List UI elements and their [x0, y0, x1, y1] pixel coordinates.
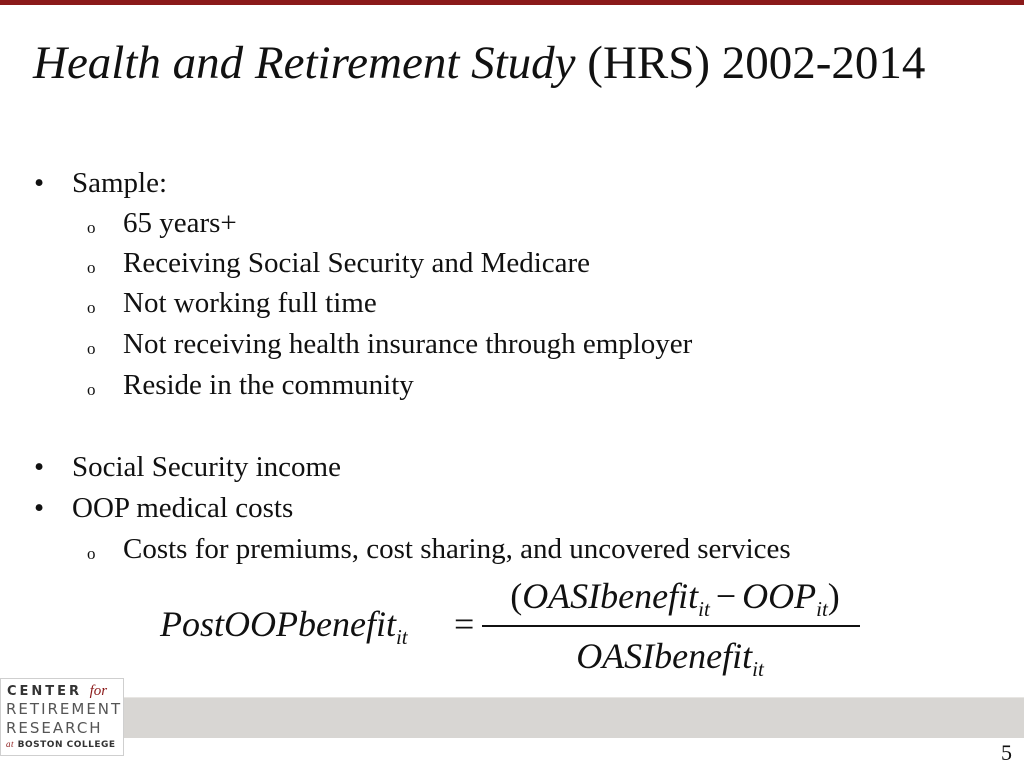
- sub-bullet-text: Costs for premiums, cost sharing, and uncovered services: [123, 533, 791, 565]
- sub-bullet-item: [87, 245, 591, 281]
- logo-at-text: at: [6, 739, 15, 749]
- formula-equals: =: [454, 604, 475, 644]
- bullet-icon: •: [34, 492, 45, 524]
- sub-bullet-icon: o: [87, 380, 96, 399]
- sub-bullet-item: [87, 326, 693, 362]
- sub-bullet-text: Not receiving health insurance through employer: [123, 328, 693, 360]
- sub-bullet-item: [87, 285, 377, 321]
- logo-line-center: [7, 683, 107, 700]
- bullet-sample: [34, 165, 168, 201]
- logo-for-text: for: [89, 683, 108, 699]
- sub-bullet-icon: o: [87, 218, 96, 237]
- footer-band: [0, 697, 1024, 738]
- bullet-icon: •: [34, 451, 45, 483]
- fraction-bar: [482, 625, 860, 627]
- sub-bullet-text: 65 years+: [123, 207, 237, 239]
- title-rest-part: (HRS) 2002-2014: [575, 37, 926, 89]
- crr-logo: [0, 678, 124, 756]
- formula: [160, 575, 880, 685]
- bullet-text: OOP medical costs: [72, 492, 294, 524]
- formula-open-paren: (: [510, 576, 523, 616]
- top-accent-bar: [0, 0, 1024, 5]
- formula-num-term2-subscript: it: [816, 597, 828, 621]
- formula-den-var: OASIbenefit: [576, 636, 753, 676]
- page-number: 5: [1001, 740, 1012, 765]
- logo-line-retirement: RETIREMENT: [6, 700, 123, 718]
- sub-bullet-item: [87, 367, 414, 403]
- logo-center-text: CENTER: [7, 684, 83, 699]
- logo-line-research: RESEARCH: [6, 719, 103, 737]
- sub-bullet-item: [87, 531, 791, 567]
- sub-bullet-item: [87, 205, 237, 241]
- formula-lhs-subscript: it: [395, 625, 408, 649]
- sub-bullet-icon: o: [87, 544, 96, 563]
- sub-bullet-text: Not working full time: [123, 287, 377, 319]
- logo-line-boston-college: [6, 739, 116, 750]
- formula-numerator: [490, 575, 860, 622]
- formula-lhs-var: PostOOPbenefit: [160, 604, 396, 644]
- formula-num-term2: OOP: [742, 576, 817, 616]
- formula-denominator: [490, 635, 850, 682]
- formula-lhs: [160, 603, 408, 650]
- formula-close-paren: ): [827, 576, 840, 616]
- formula-minus: −: [715, 576, 737, 616]
- sub-bullet-icon: o: [87, 339, 96, 358]
- bullet-icon: •: [34, 167, 45, 199]
- logo-bc-text: BOSTON COLLEGE: [17, 740, 116, 750]
- sub-bullet-text: Receiving Social Security and Medicare: [123, 247, 591, 279]
- formula-den-subscript: it: [752, 657, 764, 681]
- sub-bullet-icon: o: [87, 298, 96, 317]
- title-italic-part: Health and Retirement Study: [33, 37, 576, 89]
- bullet-text: Sample:: [72, 167, 168, 199]
- sub-bullet-text: Reside in the community: [123, 369, 414, 401]
- formula-num-term1: OASIbenefit: [522, 576, 699, 616]
- formula-num-term1-subscript: it: [698, 597, 710, 621]
- bullet-text: Social Security income: [72, 451, 341, 483]
- sub-bullet-icon: o: [87, 258, 96, 277]
- bullet-oop: [34, 490, 294, 526]
- bullet-ss-income: [34, 449, 341, 485]
- slide-title: [33, 32, 993, 94]
